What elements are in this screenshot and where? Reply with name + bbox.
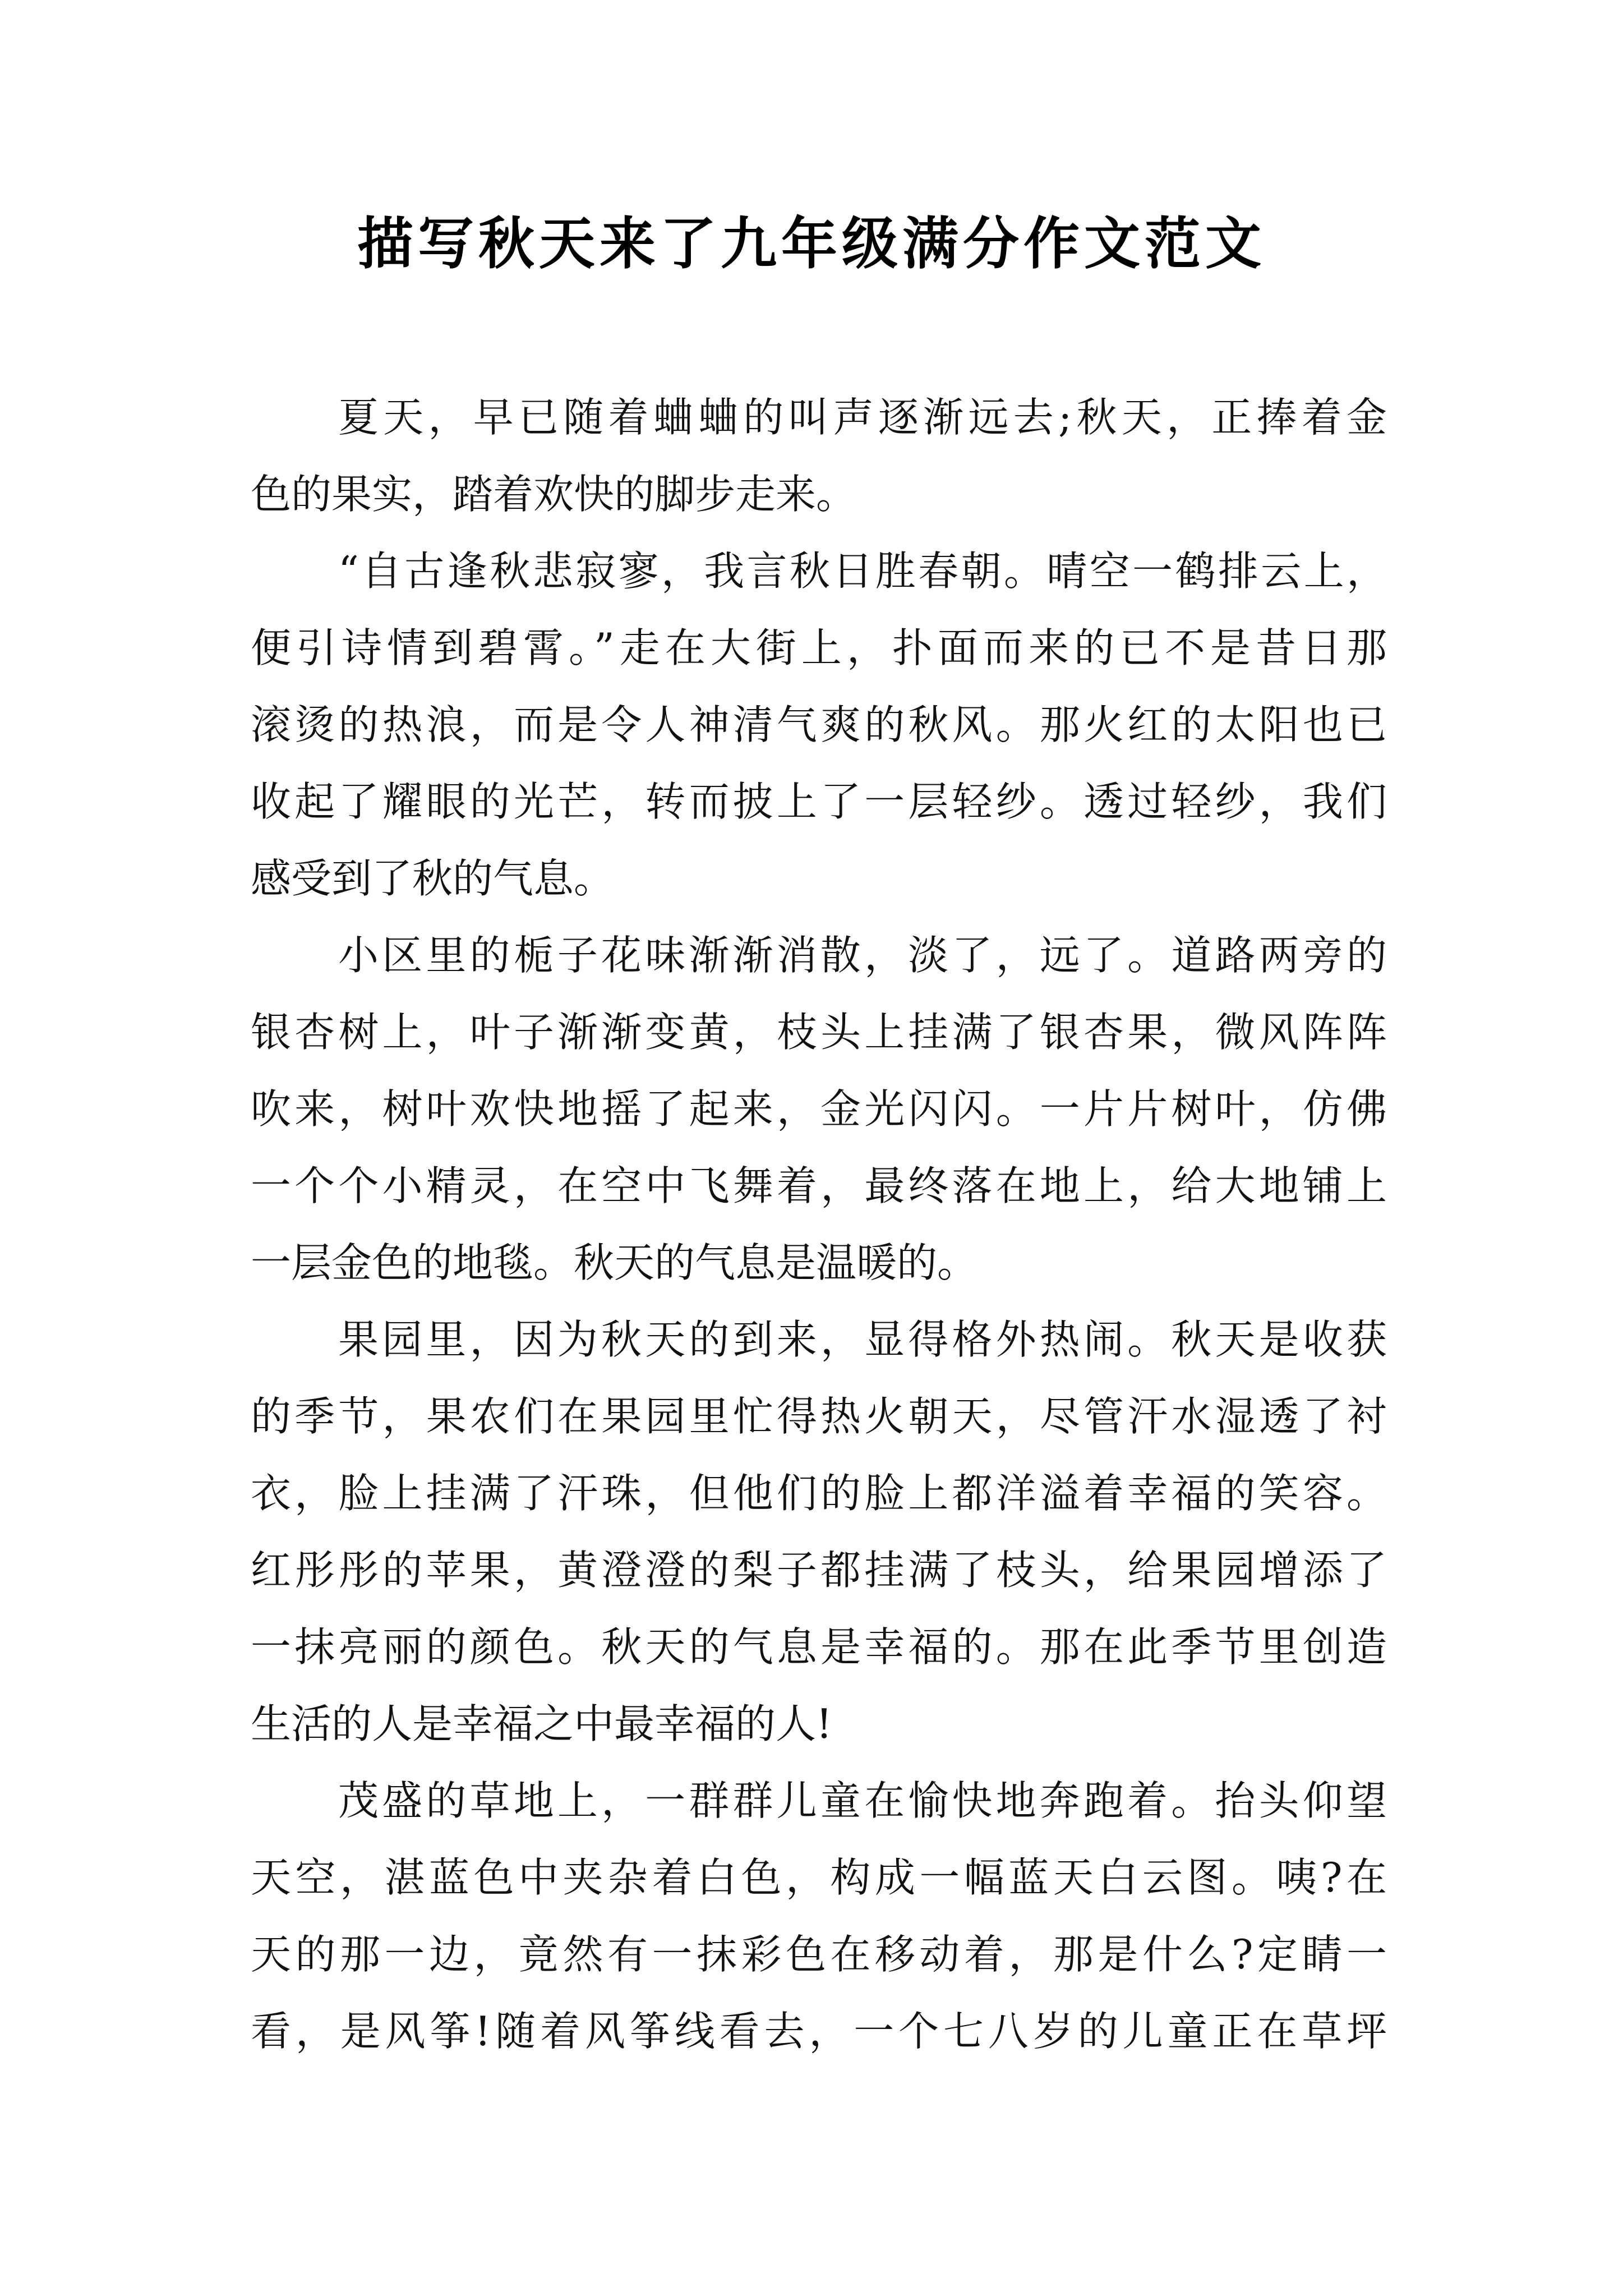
paragraph-line: 茂盛的草地上，一群群儿童在愉快地奔跑着。抬头仰望 <box>338 1777 1387 1824</box>
paragraph-line: 夏天，早已随着蛐蛐的叫声逐渐远去;秋天，正捧着金 <box>338 394 1387 441</box>
paragraph-line: 红彤彤的苹果，黄澄澄的梨子都挂满了枝头，给果园增添了 <box>251 1547 1387 1594</box>
paragraph-line: 便引诗情到碧霄。”走在大街上，扑面而来的已不是昔日那 <box>251 624 1387 671</box>
paragraph-line: 一个个小精灵，在空中飞舞着，最终落在地上，给大地铺上 <box>251 1162 1387 1209</box>
paragraph <box>251 1763 1387 2070</box>
paragraph <box>251 1301 1387 1763</box>
paragraph-line: 一抹亮丽的颜色。秋天的气息是幸福的。那在此季节里创造 <box>251 1623 1387 1671</box>
paragraph-line: 天空，湛蓝色中夹杂着白色，构成一幅蓝天白云图。咦?在 <box>251 1854 1387 1901</box>
document-title: 描写秋天来了九年级满分作文范文 <box>357 210 1266 277</box>
paragraph-line: 天的那一边，竟然有一抹彩色在移动着，那是什么?定睛一 <box>251 1931 1387 1978</box>
paragraph-line: 滚烫的热浪，而是令人神清气爽的秋风。那火红的太阳也已 <box>251 701 1387 748</box>
essay-body <box>251 379 1387 2070</box>
paragraph-line: 色的果实，踏着欢快的脚步走来。 <box>251 471 857 518</box>
paragraph-line: 吹来，树叶欢快地摇了起来，金光闪闪。一片片树叶，仿佛 <box>251 1085 1387 1133</box>
paragraph-line: 看，是风筝!随着风筝线看去，一个七八岁的儿童正在草坪 <box>251 2008 1387 2055</box>
paragraph-line: 银杏树上，叶子渐渐变黄，枝头上挂满了银杏果，微风阵阵 <box>251 1009 1387 1056</box>
paragraph-line: 衣，脸上挂满了汗珠，但他们的脸上都洋溢着幸福的笑容。 <box>251 1470 1387 1517</box>
paragraph-line: 一层金色的地毯。秋天的气息是温暖的。 <box>251 1239 978 1286</box>
paragraph-line: 果园里，因为秋天的到来，显得格外热闹。秋天是收获 <box>338 1316 1387 1363</box>
paragraph-line: 生活的人是幸福之中最幸福的人! <box>251 1700 832 1747</box>
paragraph <box>251 917 1387 1301</box>
paragraph-line: 小区里的栀子花味渐渐消散，淡了，远了。道路两旁的 <box>338 932 1387 979</box>
paragraph-line: 收起了耀眼的光芒，转而披上了一层轻纱。透过轻纱，我们 <box>251 778 1387 825</box>
paragraph-line: 的季节，果农们在果园里忙得热火朝天，尽管汗水湿透了衬 <box>251 1393 1387 1440</box>
paragraph-line: 感受到了秋的气息。 <box>251 855 615 902</box>
paragraph <box>251 533 1387 917</box>
paragraph-line: “自古逢秋悲寂寥，我言秋日胜春朝。晴空一鹤排云上， <box>338 547 1387 595</box>
paragraph <box>251 379 1387 533</box>
